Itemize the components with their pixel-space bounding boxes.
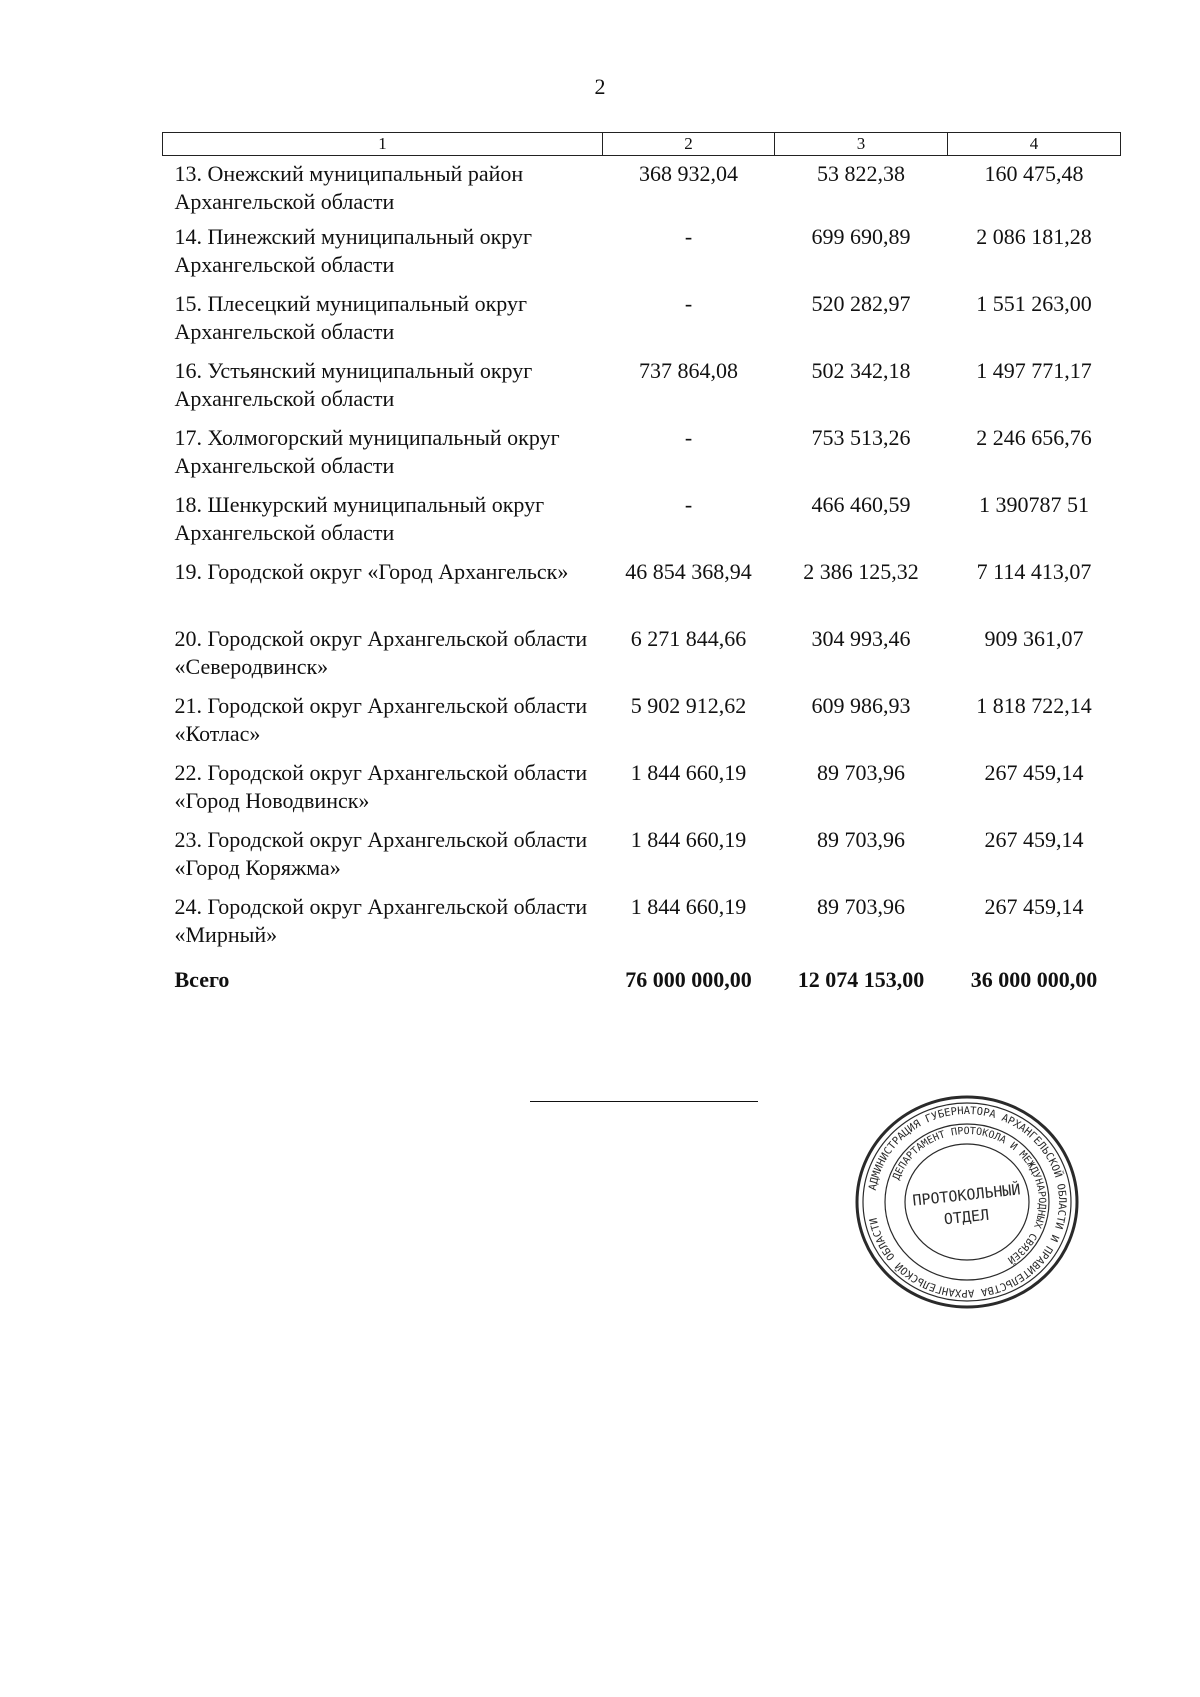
row-col-4: 267 459,14 bbox=[984, 760, 1084, 785]
row-name: 19. Городской округ «Город Архангельск» bbox=[174, 559, 569, 584]
row-name: 13. Онежский муниципальный район Архангельской области bbox=[174, 161, 524, 214]
page-number: 2 bbox=[594, 74, 606, 99]
row-col-2: 368 932,04 bbox=[639, 161, 738, 186]
row-col-2: 1 844 660,19 bbox=[630, 827, 747, 852]
signature-line bbox=[530, 1101, 758, 1102]
stamp-center-line2: ОТДЕЛ bbox=[943, 1205, 990, 1229]
row-col-2: - bbox=[684, 425, 693, 450]
row-col-3: 502 342,18 bbox=[811, 358, 911, 383]
row-col-3: 304 993,46 bbox=[811, 626, 911, 651]
row-col-4: 267 459,14 bbox=[984, 827, 1084, 852]
table-row bbox=[163, 893, 1121, 960]
row-col-3: 520 282,97 bbox=[811, 291, 911, 316]
official-stamp bbox=[852, 1092, 1082, 1312]
row-col-4: 1 818 722,14 bbox=[976, 693, 1092, 718]
row-col-2: - bbox=[684, 492, 693, 517]
row-name: 20. Городской округ Архангельской области «Северодвинск» bbox=[174, 626, 588, 679]
header-col-2: 2 bbox=[603, 133, 775, 156]
row-name: 18. Шенкурский муниципальный округ Архангельской области bbox=[174, 492, 545, 545]
row-col-4: 160 475,48 bbox=[984, 161, 1084, 186]
row-col-2: 6 271 844,66 bbox=[630, 626, 747, 651]
row-col-3: 466 460,59 bbox=[811, 492, 911, 517]
row-col-2: 46 854 368,94 bbox=[625, 559, 752, 584]
table-row bbox=[163, 156, 1121, 224]
row-name: 15. Плесецкий муниципальный округ Архангельской области bbox=[174, 291, 527, 344]
row-col-3: 89 703,96 bbox=[817, 894, 905, 919]
row-col-3: 89 703,96 bbox=[817, 760, 905, 785]
row-col-2: 1 844 660,19 bbox=[630, 894, 747, 919]
table-row bbox=[163, 223, 1121, 290]
row-col-2: 5 902 912,62 bbox=[630, 693, 747, 718]
budget-table bbox=[162, 132, 1121, 1006]
stamp-outer-text: АДМИНИСТРАЦИЯ ГУБЕРНАТОРА АРХАНГЕЛЬСКОЙ ОБЛАСТИ И ПРАВИТЕЛЬСТВА АРХАНГЕЛЬСКОЙ ОБЛАСТИ bbox=[866, 1104, 1069, 1300]
row-col-4: 1 497 771,17 bbox=[976, 358, 1092, 383]
total-col-3: 12 074 153,00 bbox=[797, 967, 925, 992]
row-name: 16. Устьянский муниципальный округ Архангельской области bbox=[174, 358, 533, 411]
header-col-1: 1 bbox=[163, 133, 603, 156]
row-col-2: 737 864,08 bbox=[639, 358, 738, 383]
table-row bbox=[163, 759, 1121, 826]
row-name: 17. Холмогорский муниципальный округ Архангельской области bbox=[174, 425, 560, 478]
row-name: 24. Городской округ Архангельской области «Мирный» bbox=[174, 894, 588, 947]
table-row bbox=[163, 424, 1121, 491]
row-col-3: 89 703,96 bbox=[817, 827, 905, 852]
table-row bbox=[163, 491, 1121, 558]
row-col-3: 753 513,26 bbox=[811, 425, 911, 450]
row-name: 21. Городской округ Архангельской области «Котлас» bbox=[174, 693, 588, 746]
row-col-3: 609 986,93 bbox=[811, 693, 911, 718]
total-row bbox=[163, 960, 1121, 1006]
row-col-2: - bbox=[684, 291, 693, 316]
header-col-4: 4 bbox=[948, 133, 1121, 156]
stamp-seal-icon bbox=[852, 1092, 1082, 1312]
table-row bbox=[163, 290, 1121, 357]
row-col-3: 53 822,38 bbox=[817, 161, 905, 186]
row-col-3: 2 386 125,32 bbox=[803, 559, 919, 584]
row-col-4: 267 459,14 bbox=[984, 894, 1084, 919]
table-row bbox=[163, 558, 1121, 625]
row-col-3: 699 690,89 bbox=[811, 224, 911, 249]
row-name: 23. Городской округ Архангельской области «Город Коряжма» bbox=[174, 827, 588, 880]
row-col-4: 1 551 263,00 bbox=[976, 291, 1092, 316]
total-col-2: 76 000 000,00 bbox=[625, 967, 752, 992]
row-col-4: 2 246 656,76 bbox=[976, 425, 1092, 450]
row-col-4: 2 086 181,28 bbox=[976, 224, 1092, 249]
stamp-inner-text: ДЕПАРТАМЕНТ ПРОТОКОЛА И МЕЖДУНАРОДНЫХ СВЯЗЕЙ bbox=[891, 1125, 1048, 1266]
row-col-2: - bbox=[684, 224, 693, 249]
row-name: 14. Пинежский муниципальный округ Архангельской области bbox=[174, 224, 533, 277]
row-col-2: 1 844 660,19 bbox=[630, 760, 747, 785]
table-row bbox=[163, 625, 1121, 692]
table-row bbox=[163, 826, 1121, 893]
stamp-center-line1: ПРОТОКОЛЬНЫЙ bbox=[911, 1180, 1022, 1210]
header-col-3: 3 bbox=[775, 133, 948, 156]
row-col-4: 7 114 413,07 bbox=[976, 559, 1092, 584]
row-col-4: 1 390787 51 bbox=[979, 492, 1089, 517]
table-header bbox=[163, 133, 1121, 156]
table-body bbox=[163, 156, 1121, 1007]
table-row bbox=[163, 357, 1121, 424]
total-col-4: 36 000 000,00 bbox=[970, 967, 1098, 992]
table-row bbox=[163, 692, 1121, 759]
row-col-4: 909 361,07 bbox=[984, 626, 1084, 651]
total-label: Всего bbox=[174, 967, 230, 992]
row-name: 22. Городской округ Архангельской области «Город Новодвинск» bbox=[174, 760, 588, 813]
